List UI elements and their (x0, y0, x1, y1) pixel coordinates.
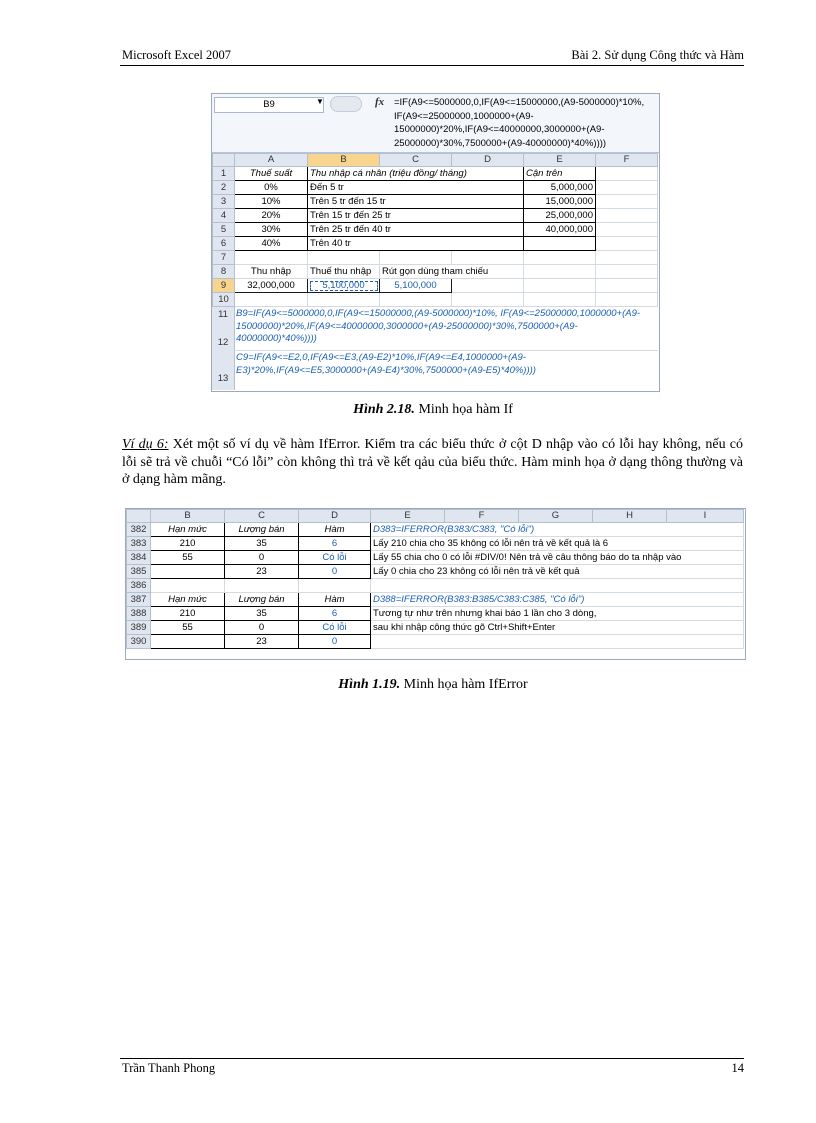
selected-cell-b9[interactable]: 5,100,000 (308, 279, 380, 293)
cell[interactable] (596, 181, 658, 195)
name-box[interactable]: B9 (214, 97, 324, 113)
cell[interactable] (235, 251, 308, 265)
cell[interactable]: Hạn mức (151, 593, 225, 607)
col-header-b[interactable]: B (151, 510, 225, 523)
function-icon[interactable]: fx (375, 96, 385, 108)
col-header-f[interactable]: F (445, 510, 519, 523)
col-header-b[interactable]: B (308, 154, 380, 167)
header-rule (120, 65, 744, 66)
note-b9-formula[interactable]: B9=IF(A9<=5000000,0,IF(A9<=15000000,(A9-5000000)*10%, IF(A9<=25000000,1000000+(A9-15000000)*20%,IF(A9<=40000000,3000000+(A9-25000000)*30%,7500000+(A9-40000000)*40%)))) (236, 308, 641, 344)
row-header-column (212, 307, 235, 390)
cell[interactable]: Lượng bán (225, 593, 299, 607)
row-header[interactable]: 4 (213, 209, 235, 223)
cell[interactable]: 15,000,000 (524, 195, 596, 209)
row-header[interactable]: 1 (213, 167, 235, 181)
formula-controls[interactable] (330, 96, 362, 112)
caption-label: Hình 2.18. (353, 402, 415, 417)
cell[interactable] (596, 237, 658, 251)
cell[interactable] (596, 265, 658, 279)
cell[interactable]: Trên 40 tr (308, 237, 524, 251)
cell[interactable] (524, 293, 596, 307)
row-header[interactable]: 13 (217, 373, 229, 384)
cell[interactable]: 35 (225, 607, 299, 621)
cell[interactable] (371, 635, 744, 649)
note-c9-formula[interactable]: C9=IF(A9<=E2,0,IF(A9<=E3,(A9-E2)*10%,IF(A9<=E4,1000000+(A9-E3)*20%,IF(A9<=E5,3000000+(A9-E4)*30%,7500000+(A9-E5)*40%)))) (236, 352, 536, 376)
row-divider (234, 350, 658, 351)
cell[interactable]: 55 (151, 551, 225, 565)
cell[interactable]: 0% (235, 181, 308, 195)
row-header[interactable]: 2 (213, 181, 235, 195)
cell[interactable] (299, 579, 371, 593)
chevron-down-icon[interactable]: ▼ (316, 97, 324, 106)
cell[interactable] (596, 195, 658, 209)
row-header[interactable]: 11 (218, 309, 228, 320)
cell[interactable]: Lượng bán (225, 523, 299, 537)
cell[interactable]: Lấy 210 chia cho 35 không có lỗi nên trả về kết quả là 6 (371, 537, 744, 551)
caption-text: Minh họa hàm If (414, 402, 513, 417)
formula-bar (212, 94, 659, 153)
cell[interactable]: 23 (225, 635, 299, 649)
cell[interactable] (151, 565, 225, 579)
row-header[interactable]: 390 (127, 635, 151, 649)
cell[interactable]: Lấy 55 chia cho 0 có lỗi #DIV/0! Nên trả về câu thông báo do ta nhập vào (371, 551, 744, 565)
row-header[interactable]: 9 (213, 279, 235, 293)
row-header[interactable]: 8 (213, 265, 235, 279)
cell[interactable]: Đến 5 tr (308, 181, 524, 195)
cell[interactable]: Hàm (299, 523, 371, 537)
header-left: Microsoft Excel 2007 (122, 48, 232, 62)
cell[interactable]: 5,000,000 (524, 181, 596, 195)
cell[interactable]: 210 (151, 607, 225, 621)
footer-rule (120, 1058, 744, 1059)
example-label: Ví dụ 6: (122, 437, 169, 452)
row-header[interactable]: 12 (217, 337, 229, 348)
cell[interactable]: 5,100,000 (380, 279, 452, 293)
cell[interactable]: Trên 25 tr đến 40 tr (308, 223, 524, 237)
cell[interactable]: 20% (235, 209, 308, 223)
figure-if-screenshot (211, 93, 660, 392)
cell[interactable] (524, 279, 596, 293)
cell[interactable]: 0 (225, 621, 299, 635)
row-header[interactable]: 383 (127, 537, 151, 551)
cell[interactable]: 6 (299, 607, 371, 621)
cell[interactable] (225, 579, 299, 593)
cell[interactable]: D383=IFERROR(B383/C383, "Có lỗi") (371, 523, 744, 537)
cell[interactable] (452, 279, 524, 293)
cell[interactable]: 23 (225, 565, 299, 579)
cell[interactable]: 35 (225, 537, 299, 551)
cell[interactable]: Thu nhập cá nhân (triệu đồng/ tháng) (308, 167, 524, 181)
row-header[interactable]: 382 (127, 523, 151, 537)
cell[interactable] (524, 251, 596, 265)
cell[interactable]: 55 (151, 621, 225, 635)
cell[interactable] (380, 293, 452, 307)
col-header-c[interactable]: C (380, 154, 452, 167)
row-header[interactable]: 387 (127, 593, 151, 607)
row-header[interactable]: 6 (213, 237, 235, 251)
example-text: Xét một số ví dụ về hàm IfError. Kiểm tra các biểu thức ở cột D nhập vào có lỗi hay không, nếu có lỗi sẽ trả về chuỗi “Có lỗi” còn không thì trả về kết qảu của biểu thức. Hàm minh họa ở dạng thông thường và ở dạng hàm mãng. (122, 437, 743, 487)
row-header[interactable]: 7 (213, 251, 235, 265)
cell[interactable] (308, 251, 380, 265)
cell[interactable]: Thuế thu nhập (308, 265, 380, 279)
header-right: Bài 2. Sử dụng Công thức và Hàm (571, 48, 744, 62)
select-all-corner[interactable] (127, 510, 151, 523)
cell[interactable]: Lấy 0 chia cho 23 không có lỗi nên trả về kết quả (371, 565, 744, 579)
cell[interactable]: 0 (299, 635, 371, 649)
col-header-c[interactable]: C (225, 510, 299, 523)
caption-text: Minh họa hàm IfError (400, 677, 528, 692)
cell[interactable]: Hàm (299, 593, 371, 607)
page-number: 14 (731, 1061, 744, 1075)
cell[interactable]: sau khi nhập công thức gõ Ctrl+Shift+Enter (371, 621, 744, 635)
select-all-corner[interactable] (213, 154, 235, 167)
cell[interactable]: Có lỗi (299, 551, 371, 565)
formula-text[interactable]: =IF(A9<=5000000,0,IF(A9<=15000000,(A9-5000000)*10%, IF(A9<=25000000,1000000+(A9-15000000)*20%,IF(A9<=40000000,3000000+(A9-25000000)*30%,7500000+(A9-40000000)*40%)))) (394, 97, 645, 149)
cell[interactable]: Hạn mức (151, 523, 225, 537)
cell[interactable]: 30% (235, 223, 308, 237)
cell[interactable] (596, 167, 658, 181)
col-header-e[interactable]: E (524, 154, 596, 167)
cell[interactable] (524, 237, 596, 251)
cell[interactable] (596, 279, 658, 293)
caption-label: Hình 1.19. (338, 677, 401, 692)
row-header[interactable]: 389 (127, 621, 151, 635)
cell[interactable]: Có lỗi (299, 621, 371, 635)
caption-figure-1-19 (122, 677, 744, 693)
cell[interactable]: Tương tự như trên nhưng khai báo 1 lần cho 3 dòng, (371, 607, 744, 621)
cell[interactable]: 40,000,000 (524, 223, 596, 237)
cell[interactable] (524, 265, 596, 279)
footer-author: Trần Thanh Phong (122, 1061, 216, 1075)
cell[interactable]: D388=IFERROR(B383:B385/C383:C385, "Có lỗi") (371, 593, 744, 607)
cell[interactable] (371, 579, 744, 593)
cell[interactable]: Thuế suất (235, 167, 308, 181)
cell[interactable] (235, 293, 308, 307)
cell[interactable]: 210 (151, 537, 225, 551)
col-header-e[interactable]: E (371, 510, 445, 523)
cell[interactable] (151, 635, 225, 649)
col-header-h[interactable]: H (593, 510, 667, 523)
col-header-i[interactable]: I (667, 510, 744, 523)
cell[interactable] (452, 293, 524, 307)
col-header-d[interactable]: D (299, 510, 371, 523)
cell[interactable] (452, 251, 524, 265)
cell[interactable] (596, 223, 658, 237)
cell[interactable]: 6 (299, 537, 371, 551)
cell[interactable]: 32,000,000 (235, 279, 308, 293)
cell[interactable]: 40% (235, 237, 308, 251)
cell[interactable]: Rút gọn dùng tham chiếu (380, 265, 524, 279)
row-header[interactable]: 10 (213, 293, 235, 307)
cell[interactable]: Cận trên (524, 167, 596, 181)
cell[interactable]: Trên 5 tr đến 15 tr (308, 195, 524, 209)
worksheet-grid-2 (126, 509, 744, 649)
col-header-a[interactable]: A (235, 154, 308, 167)
row-header[interactable]: 3 (213, 195, 235, 209)
row-header[interactable]: 388 (127, 607, 151, 621)
cell[interactable] (596, 293, 658, 307)
row-header[interactable]: 386 (127, 579, 151, 593)
figure-iferror-screenshot (125, 508, 746, 660)
col-header-d[interactable]: D (452, 154, 524, 167)
cell[interactable] (596, 251, 658, 265)
example-paragraph (122, 436, 743, 489)
col-header-f[interactable]: F (596, 154, 658, 167)
cell[interactable] (308, 293, 380, 307)
cell[interactable]: 10% (235, 195, 308, 209)
col-header-g[interactable]: G (519, 510, 593, 523)
cell[interactable]: 25,000,000 (524, 209, 596, 223)
row-header[interactable]: 385 (127, 565, 151, 579)
caption-figure-2-18 (122, 402, 744, 418)
cell[interactable]: 0 (225, 551, 299, 565)
row-header[interactable]: 5 (213, 223, 235, 237)
row-header[interactable]: 384 (127, 551, 151, 565)
cell[interactable]: Thu nhập (235, 265, 308, 279)
cell[interactable]: 0 (299, 565, 371, 579)
cell[interactable] (151, 579, 225, 593)
cell[interactable]: Trên 15 tr đến 25 tr (308, 209, 524, 223)
cell[interactable] (380, 251, 452, 265)
cell[interactable] (596, 209, 658, 223)
worksheet-grid (212, 153, 658, 307)
